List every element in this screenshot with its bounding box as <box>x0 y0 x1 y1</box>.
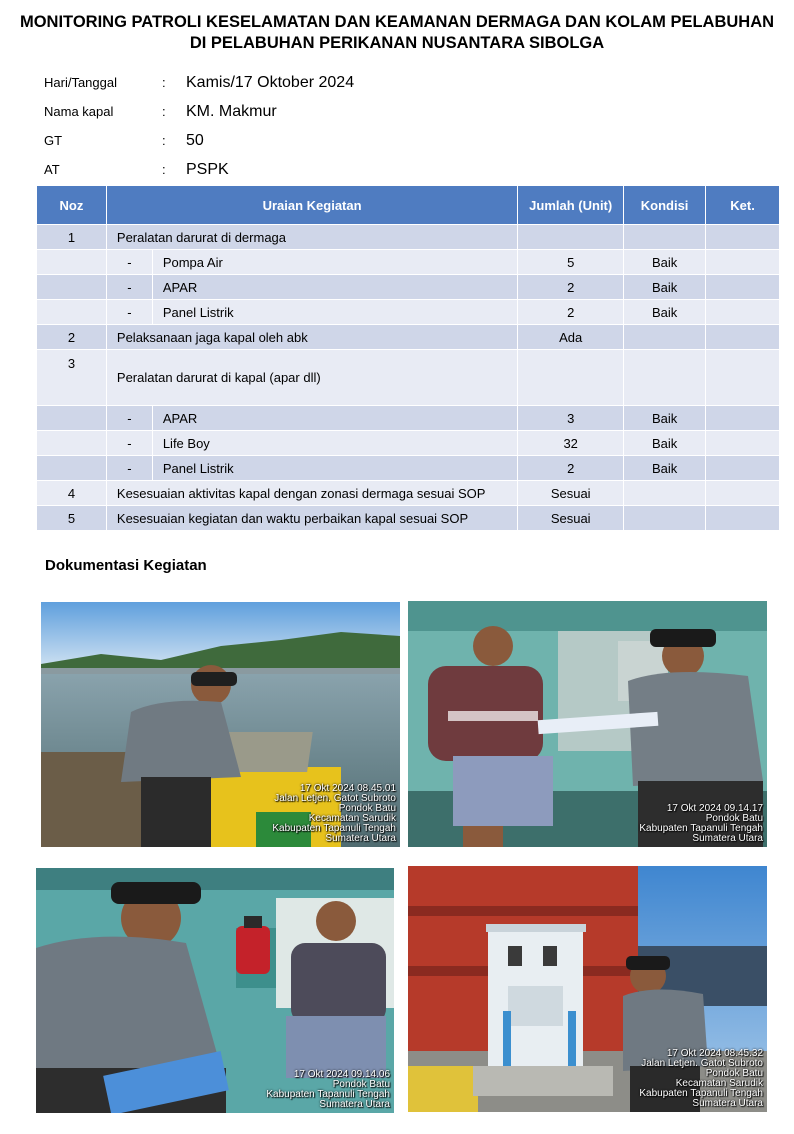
table-row <box>37 275 780 300</box>
row-description: Panel Listrik <box>152 300 517 325</box>
stamp-line: Kabupaten Tapanuli Tengah <box>266 1089 390 1100</box>
row-dash: - <box>106 456 152 481</box>
header-notes: Ket. <box>706 186 780 225</box>
meta-row-gt <box>44 126 354 155</box>
row-description: APAR <box>152 406 517 431</box>
row-quantity: 32 <box>518 431 624 456</box>
table-row <box>37 506 780 531</box>
stamp-line: Pondok Batu <box>705 813 763 824</box>
meta-value: PSPK <box>186 160 229 178</box>
row-notes <box>706 275 780 300</box>
row-condition: Baik <box>624 250 706 275</box>
stamp-line: Sumatera Utara <box>319 1099 390 1110</box>
row-number <box>37 431 107 456</box>
row-condition: Baik <box>624 456 706 481</box>
stamp-line: Kabupaten Tapanuli Tengah <box>272 823 396 834</box>
row-number <box>37 275 107 300</box>
row-number <box>37 300 107 325</box>
stamp-line: 17 Okt 2024 09.14.06 <box>293 1069 390 1080</box>
stamp-line: Kecamatan Sarudik <box>308 813 396 824</box>
row-quantity: Sesuai <box>518 481 624 506</box>
stamp-line: Sumatera Utara <box>325 833 396 844</box>
photo-timestamp <box>639 804 763 844</box>
activity-photo-4 <box>408 866 767 1112</box>
meta-label: GT <box>44 133 63 148</box>
row-description: Peralatan darurat di kapal (apar dll) <box>106 350 517 406</box>
meta-row-date <box>44 68 354 97</box>
row-quantity: Ada <box>518 325 624 350</box>
row-description: Kesesuaian aktivitas kapal dengan zonasi dermaga sesuai SOP <box>106 481 517 506</box>
row-number: 2 <box>37 325 107 350</box>
meta-value: Kamis/17 Oktober 2024 <box>186 73 355 91</box>
table-row <box>37 325 780 350</box>
meta-value: 50 <box>186 131 204 149</box>
row-quantity: Sesuai <box>518 506 624 531</box>
row-quantity <box>518 225 624 250</box>
stamp-line: Sumatera Utara <box>692 833 763 844</box>
row-number: 4 <box>37 481 107 506</box>
row-description: Life Boy <box>152 431 517 456</box>
meta-colon: : <box>162 75 166 90</box>
table-row <box>37 225 780 250</box>
row-quantity <box>518 350 624 406</box>
row-number <box>37 456 107 481</box>
row-description: Panel Listrik <box>152 456 517 481</box>
stamp-line: Pondok Batu <box>332 1079 390 1090</box>
photo-timestamp <box>272 784 396 844</box>
row-dash: - <box>106 431 152 456</box>
row-notes <box>706 431 780 456</box>
meta-colon: : <box>162 133 166 148</box>
row-dash: - <box>106 275 152 300</box>
table-row <box>37 250 780 275</box>
row-notes <box>706 225 780 250</box>
table-row <box>37 300 780 325</box>
row-number: 3 <box>37 350 107 406</box>
table-row <box>37 456 780 481</box>
row-condition: Baik <box>624 275 706 300</box>
header-condition: Kondisi <box>624 186 706 225</box>
row-condition: Baik <box>624 431 706 456</box>
title-line-1: MONITORING PATROLI KESELAMATAN DAN KEAMANAN DERMAGA DAN KOLAM PELABUHAN <box>19 13 775 31</box>
row-condition <box>624 481 706 506</box>
stamp-line: 17 Okt 2024 08.45.32 <box>666 1048 763 1059</box>
row-condition <box>624 506 706 531</box>
stamp-line: Jalan Letjen. Gatot Subroto <box>274 793 396 804</box>
table-header-row <box>37 186 780 225</box>
row-number <box>37 250 107 275</box>
table-row <box>37 406 780 431</box>
row-notes <box>706 350 780 406</box>
row-condition: Baik <box>624 300 706 325</box>
stamp-line: 17 Okt 2024 08.45.01 <box>299 783 396 794</box>
activity-photo-1 <box>41 602 400 847</box>
meta-row-ship-name <box>44 97 354 126</box>
row-notes <box>706 250 780 275</box>
row-description: Kesesuaian kegiatan dan waktu perbaikan kapal sesuai SOP <box>106 506 517 531</box>
stamp-line: Pondok Batu <box>338 803 396 814</box>
row-description: Peralatan darurat di dermaga <box>106 225 517 250</box>
meta-colon: : <box>162 162 166 177</box>
row-quantity: 5 <box>518 250 624 275</box>
meta-colon: : <box>162 104 166 119</box>
row-notes <box>706 325 780 350</box>
row-number: 5 <box>37 506 107 531</box>
row-notes <box>706 456 780 481</box>
stamp-line: 17 Okt 2024 09.14.17 <box>666 803 763 814</box>
stamp-line: Kabupaten Tapanuli Tengah <box>639 1088 763 1099</box>
meta-row-at <box>44 155 354 184</box>
meta-label: Nama kapal <box>44 104 114 119</box>
row-dash: - <box>106 406 152 431</box>
vessel-info <box>44 68 354 184</box>
activity-photo-3 <box>36 868 394 1113</box>
stamp-line: Pondok Batu <box>705 1068 763 1079</box>
document-title <box>0 12 794 54</box>
row-dash: - <box>106 250 152 275</box>
header-quantity: Jumlah (Unit) <box>518 186 624 225</box>
row-description: APAR <box>152 275 517 300</box>
documentation-heading: Dokumentasi Kegiatan <box>45 557 207 574</box>
meta-label: Hari/Tanggal <box>44 75 117 90</box>
row-condition <box>624 350 706 406</box>
stamp-line: Kecamatan Sarudik <box>675 1078 763 1089</box>
stamp-line: Sumatera Utara <box>692 1098 763 1109</box>
activity-table <box>36 185 780 531</box>
title-line-2: DI PELABUHAN PERIKANAN NUSANTARA SIBOLGA <box>189 34 605 52</box>
row-condition <box>624 325 706 350</box>
table-row <box>37 481 780 506</box>
header-description: Uraian Kegiatan <box>106 186 517 225</box>
row-description: Pompa Air <box>152 250 517 275</box>
row-notes <box>706 300 780 325</box>
stamp-line: Jalan Letjen. Gatot Subroto <box>641 1058 763 1069</box>
row-notes <box>706 506 780 531</box>
photo-timestamp <box>639 1049 763 1109</box>
row-notes <box>706 481 780 506</box>
row-dash: - <box>106 300 152 325</box>
row-quantity: 2 <box>518 300 624 325</box>
activity-photo-2 <box>408 601 767 847</box>
header-no: Noz <box>37 186 107 225</box>
photo-timestamp <box>266 1070 390 1110</box>
row-number: 1 <box>37 225 107 250</box>
row-quantity: 2 <box>518 456 624 481</box>
row-notes <box>706 406 780 431</box>
row-description: Pelaksanaan jaga kapal oleh abk <box>106 325 517 350</box>
row-condition: Baik <box>624 406 706 431</box>
table-row <box>37 350 780 406</box>
row-quantity: 2 <box>518 275 624 300</box>
row-condition <box>624 225 706 250</box>
stamp-line: Kabupaten Tapanuli Tengah <box>639 823 763 834</box>
table-row <box>37 431 780 456</box>
row-quantity: 3 <box>518 406 624 431</box>
meta-value: KM. Makmur <box>186 102 277 120</box>
row-number <box>37 406 107 431</box>
meta-label: AT <box>44 162 60 177</box>
